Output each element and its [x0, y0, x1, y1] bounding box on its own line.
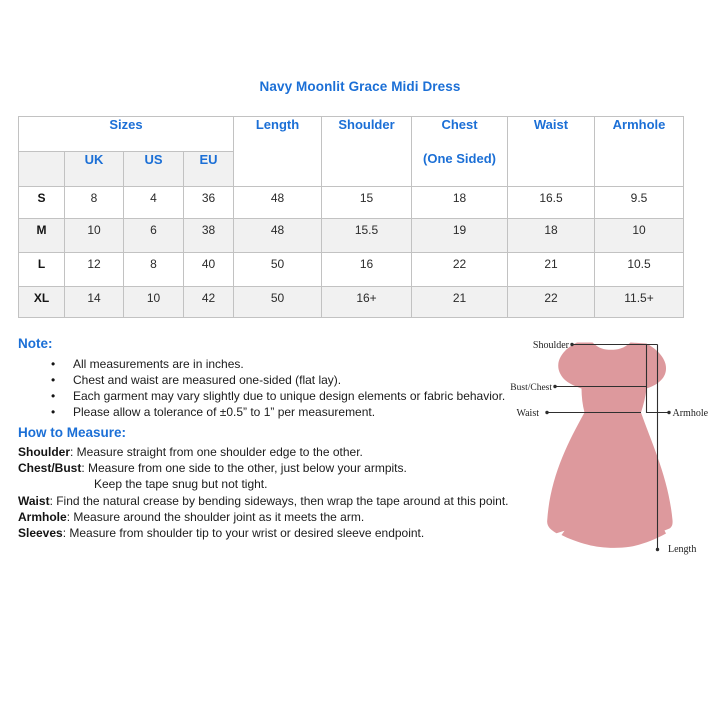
cell-chest: 21	[412, 287, 508, 318]
how-to-measure-heading: How to Measure:	[18, 425, 127, 440]
cell-armhole: 9.5	[595, 187, 684, 219]
cell-eu: 38	[184, 219, 234, 253]
measure-line-sleeves	[18, 525, 558, 541]
cell-shoulder: 15	[322, 187, 412, 219]
armhole-line-dot	[667, 411, 670, 414]
length-line-dot	[656, 548, 659, 551]
cell-length: 50	[234, 287, 322, 318]
diagram-label-length: Length	[668, 544, 697, 555]
measure-label: Chest/Bust	[18, 461, 82, 476]
measure-line-chest	[18, 460, 558, 476]
cell-uk: 12	[65, 253, 124, 287]
note-item: • Each garment may vary slightly due to unique design elements or fabric behavior.	[18, 388, 538, 404]
cell-armhole: 10	[595, 219, 684, 253]
measure-text: : Measure from one side to the other, just below your armpits.	[81, 461, 407, 476]
size-chart-table	[18, 116, 684, 318]
header-armhole: Armhole	[595, 117, 684, 187]
note-item: • Please allow a tolerance of ±0.5” to 1” per measurement.	[18, 404, 538, 420]
cell-length: 50	[234, 253, 322, 287]
header-chest-line1: Chest	[441, 117, 478, 132]
measure-label: Waist	[18, 493, 50, 508]
table-row-s	[19, 187, 684, 219]
cell-uk: 10	[65, 219, 124, 253]
measure-label: Shoulder	[18, 445, 71, 459]
note-item: • All measurements are in inches.	[18, 356, 538, 372]
cell-waist: 18	[508, 219, 595, 253]
header-shoulder: Shoulder	[322, 117, 412, 187]
diagram-label-waist: Waist	[516, 408, 539, 419]
measure-label: Sleeves	[18, 526, 63, 541]
cell-uk: 8	[65, 187, 124, 219]
cell-size: L	[19, 253, 65, 287]
note-list	[18, 356, 538, 420]
size-chart	[18, 116, 684, 318]
measurement-diagram	[490, 332, 720, 560]
diagram-label-shoulder: Shoulder	[532, 340, 569, 351]
header-row-1	[19, 117, 684, 152]
table-row-l	[19, 253, 684, 287]
bust-line-dot	[553, 385, 556, 388]
cell-armhole: 10.5	[595, 253, 684, 287]
diagram-label-armhole: Armhole	[672, 408, 709, 419]
measure-text: : Measure straight from one shoulder edge to the other.	[70, 445, 363, 459]
cell-length: 48	[234, 187, 322, 219]
cell-size: XL	[19, 287, 65, 318]
header-chest-line2: (One Sided)	[423, 151, 496, 166]
cell-eu: 40	[184, 253, 234, 287]
cell-chest: 18	[412, 187, 508, 219]
shoulder-line-dot	[570, 343, 573, 346]
cell-chest: 22	[412, 253, 508, 287]
measure-line-shoulder	[18, 444, 558, 460]
measure-text: : Measure from shoulder tip to your wrist or desired sleeve endpoint.	[62, 526, 425, 541]
header-length: Length	[234, 117, 322, 187]
cell-shoulder: 15.5	[322, 219, 412, 253]
measure-line-waist	[18, 493, 558, 509]
cell-waist: 21	[508, 253, 595, 287]
cell-us: 8	[124, 253, 184, 287]
page-title: Navy Moonlit Grace Midi Dress	[259, 79, 461, 94]
header-waist: Waist	[508, 117, 595, 187]
cell-chest: 19	[412, 219, 508, 253]
measure-text: : Find the natural crease by bending sideways, then wrap the tape around at this point.	[49, 493, 509, 508]
cell-waist: 22	[508, 287, 595, 318]
cell-length: 48	[234, 219, 322, 253]
cell-shoulder: 16+	[322, 287, 412, 318]
measure-line-armhole	[18, 509, 558, 525]
cell-us: 4	[124, 187, 184, 219]
header-us: US	[124, 152, 184, 187]
measure-text: : Measure around the shoulder joint as it meets the arm.	[66, 509, 365, 524]
measure-line-chest-cont	[18, 476, 558, 492]
cell-size: S	[19, 187, 65, 219]
cell-uk: 14	[65, 287, 124, 318]
note-item: • Chest and waist are measured one-sided (flat lay).	[18, 372, 538, 388]
diagram-label-bust-chest: Bust/Chest	[510, 383, 552, 393]
header-eu: EU	[184, 152, 234, 187]
header-uk: UK	[65, 152, 124, 187]
cell-shoulder: 16	[322, 253, 412, 287]
header-blank	[19, 152, 65, 187]
waist-line-dot	[545, 411, 548, 414]
how-to-measure-lines	[18, 444, 558, 541]
cell-size: M	[19, 219, 65, 253]
table-row-xl	[19, 287, 684, 318]
cell-eu: 42	[184, 287, 234, 318]
measure-text: Keep the tape snug but not tight.	[94, 477, 268, 492]
cell-armhole: 11.5+	[595, 287, 684, 318]
header-sizes: Sizes	[19, 117, 234, 152]
measure-label: Armhole	[18, 509, 67, 524]
cell-eu: 36	[184, 187, 234, 219]
dress-silhouette	[547, 343, 672, 548]
cell-waist: 16.5	[508, 187, 595, 219]
cell-us: 10	[124, 287, 184, 318]
cell-us: 6	[124, 219, 184, 253]
note-heading: Note:	[18, 336, 53, 351]
header-chest	[412, 117, 508, 187]
table-row-m	[19, 219, 684, 253]
